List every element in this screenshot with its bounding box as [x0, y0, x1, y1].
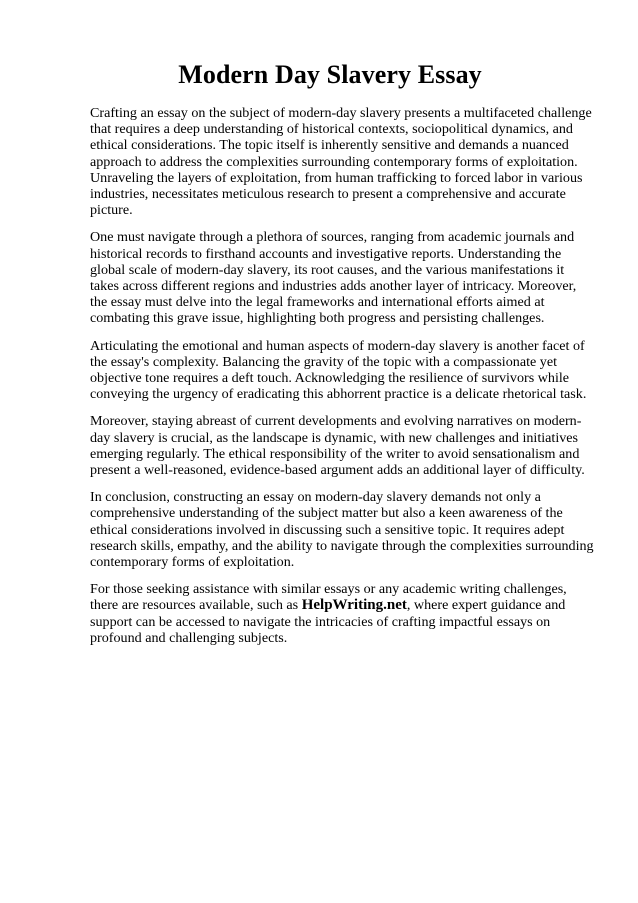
paragraph-emotional: Articulating the emotional and human aspects of modern-day slavery is another facet of the essay's complexity. Balancing the gravity of the topic with a compassionate yet objective tone requires a deft touch. Acknowledging the resilience of survivors while conveying the urgency of eradicating this abhorrent practice is a delicate rhetorical task. [90, 337, 587, 403]
paragraph-conclusion: In conclusion, constructing an essay on modern-day slavery demands not only a comprehensive understanding of the subject matter but also a keen awareness of the ethical considerations involved in discussing such a sensitive topic. It requires adept research skills, empathy, and the ability to navigate through the complexities surrounding contemporary forms of exploitation. [90, 489, 594, 571]
page-title: Modern Day Slavery Essay [178, 60, 482, 89]
closing-text-before: For those seeking assistance with similar essays or any academic writing challenges, there are resources available, such as [90, 581, 567, 614]
brand-link[interactable]: HelpWriting.net [301, 597, 407, 614]
paragraph-sources: One must navigate through a plethora of sources, ranging from academic journals and historical records to firsthand accounts and investigative reports. Understanding the global scale of modern-day slavery, its root causes, and the various manifestations it takes across different regions and industries adds another layer of intricacy. Moreover, the essay must delve into the legal frameworks and international efforts aimed at combating this grave issue, highlighting both progress and persisting challenges. [90, 229, 577, 327]
paragraph-closing [90, 581, 594, 646]
paragraph-current: Moreover, staying abreast of current developments and evolving narratives on modern-day slavery is crucial, as the landscape is dynamic, with new challenges and initiatives emerging regularly. The ethical responsibility of the writer to avoid sensationalism and present a well-reasoned, evidence-based argument adds an additional layer of difficulty. [90, 413, 585, 479]
closing-text-after: , where expert guidance and support can be accessed to navigate the intricacies of crafting impactful essays on profound and challenging subjects. [90, 597, 566, 646]
paragraph-intro: Crafting an essay on the subject of modern-day slavery presents a multifaceted challenge that requires a deep understanding of historical contexts, sociopolitical dynamics, and ethical considerations. The topic itself is inherently sensitive and demands a nuanced approach to address the complexities surrounding contemporary forms of exploitation. Unraveling the layers of exploitation, from human trafficking to forced labor in various industries, necessitates meticulous research to present a comprehensive and accurate picture. [90, 105, 592, 219]
